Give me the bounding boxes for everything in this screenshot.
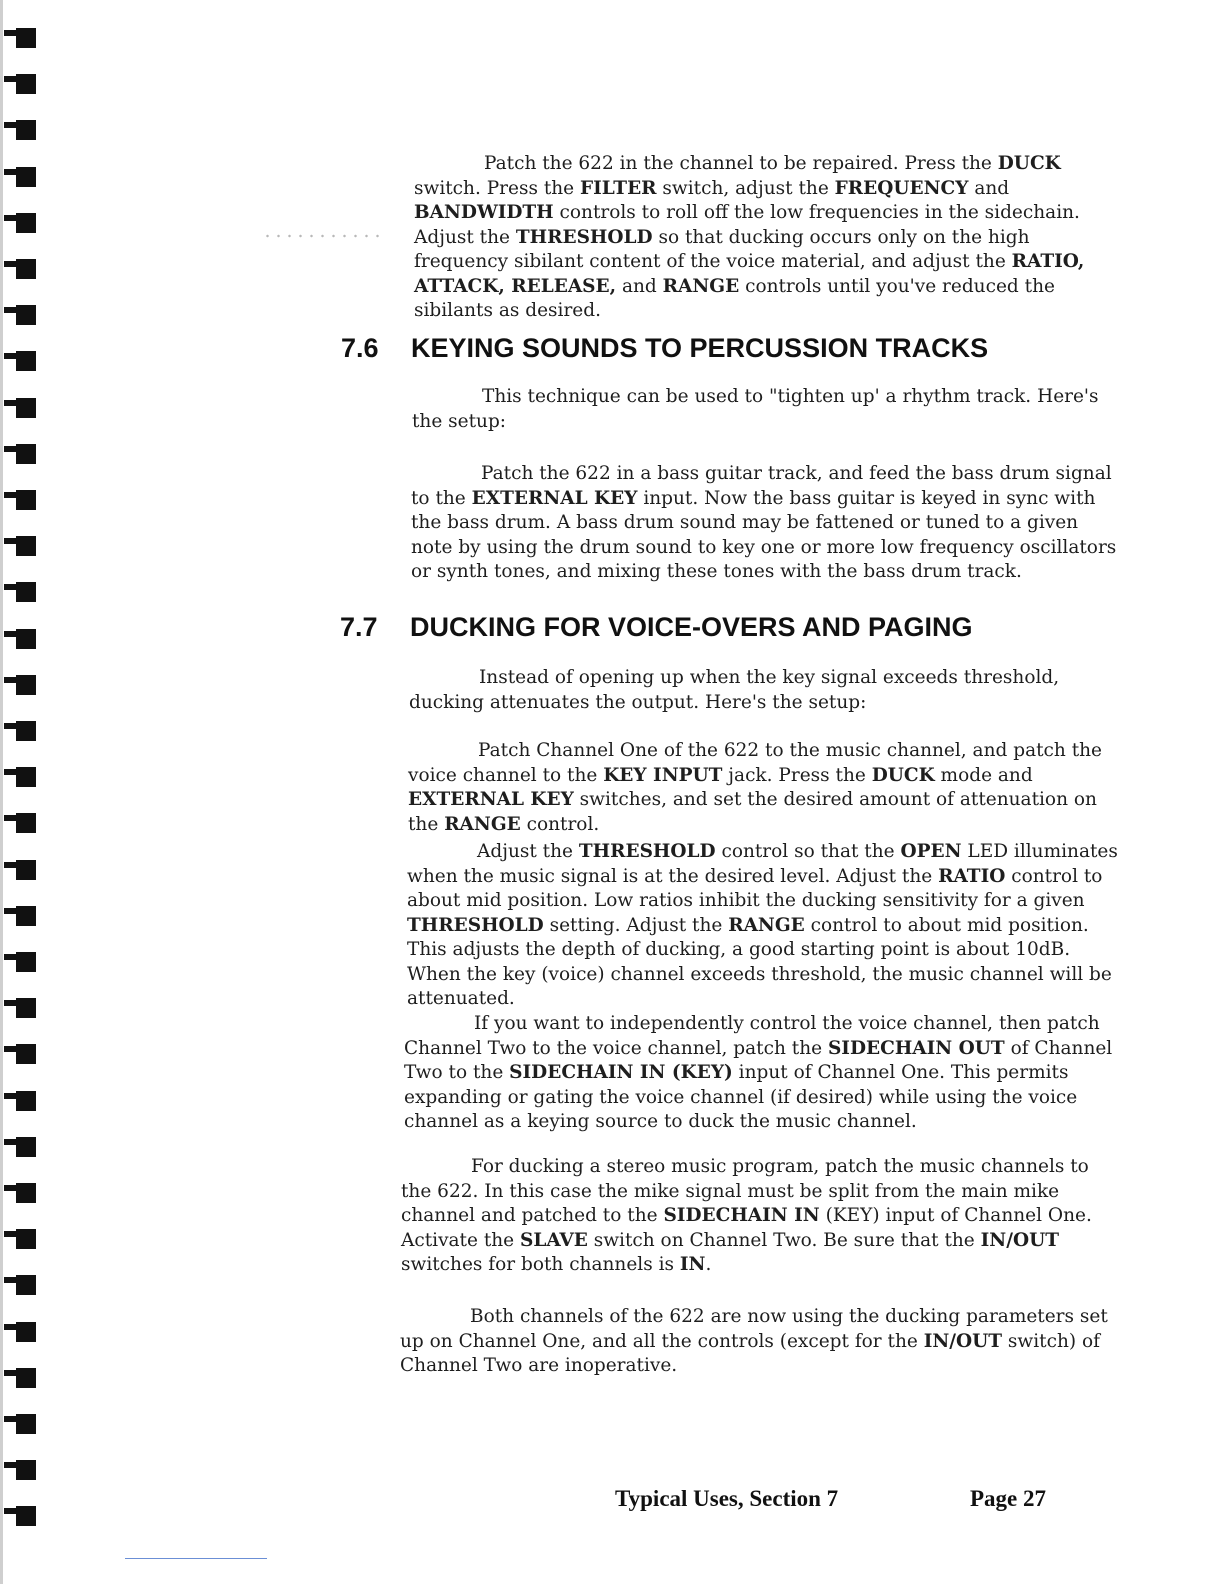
binding-ring xyxy=(4,1091,36,1111)
binding-ring xyxy=(4,490,36,510)
binding-ring xyxy=(4,1183,36,1203)
control-name-text: SIDECHAIN IN (KEY) xyxy=(509,1062,733,1083)
body-text: Patch the 622 in a bass guitar track, and feed the bass drum signal to the xyxy=(411,463,1112,509)
section-7-7-paragraph-3 xyxy=(407,840,1119,1012)
section-7-7-paragraph-6 xyxy=(400,1305,1112,1379)
binding-ring xyxy=(4,398,36,418)
binding-ring xyxy=(4,536,36,556)
body-text: (KEY) input of Channel One. Activate the xyxy=(401,1205,1092,1251)
control-name-text: SIDECHAIN IN xyxy=(663,1205,820,1226)
binding-ring xyxy=(4,1414,36,1434)
body-text: control. xyxy=(520,813,600,835)
intro-paragraph xyxy=(414,152,1126,324)
control-name-text: RANGE xyxy=(728,914,805,936)
control-name-text: OPEN xyxy=(900,841,962,862)
section-7-6-paragraph-2 xyxy=(411,462,1123,585)
control-name-text: KEY INPUT xyxy=(603,764,723,786)
binding-ring xyxy=(4,259,36,279)
binding-ring xyxy=(4,629,36,649)
body-text: controls to roll off the low frequencies in the sidechain. Adjust the xyxy=(414,202,1080,248)
body-text: control to about mid position. This adjusts the depth of ducking, a good starting point is about 10dB. When the key (voice) channel exceeds threshold, the music channel will be attenuated. xyxy=(407,914,1112,1009)
body-text: controls until you've reduced the sibilants as desired. xyxy=(414,275,1055,321)
bottom-rule xyxy=(125,1558,267,1559)
binding-ring xyxy=(4,1137,36,1157)
section-number: 7.7 xyxy=(340,612,378,642)
section-title: KEYING SOUNDS TO PERCUSSION TRACKS xyxy=(411,333,989,363)
binding-ring xyxy=(4,167,36,187)
control-name-text: IN/OUT xyxy=(923,1330,1003,1352)
body-text: Both channels of the 622 are now using the ducking parameters set up on Channel One, and all the controls (except for the xyxy=(400,1306,1108,1352)
binding-ring xyxy=(4,906,36,926)
control-name-text: THRESHOLD xyxy=(515,226,653,248)
control-name-text: IN xyxy=(679,1254,706,1275)
binding-ring xyxy=(4,1229,36,1249)
binding-ring xyxy=(4,28,36,48)
binding-ring xyxy=(4,952,36,972)
binding-ring xyxy=(4,721,36,741)
binding-ring xyxy=(4,444,36,464)
binding-ring xyxy=(4,860,36,880)
body-text: Patch Channel One of the 622 to the music channel, and patch the voice channel to the xyxy=(408,740,1102,786)
body-text: setting. Adjust the xyxy=(543,914,729,936)
binding-ring xyxy=(4,120,36,140)
body-text: and xyxy=(968,177,1010,199)
binding-ring xyxy=(4,998,36,1018)
body-text: switches, and set the desired amount of attenuation on the xyxy=(408,789,1097,835)
control-name-text: RANGE xyxy=(662,275,740,297)
control-name-text: THRESHOLD xyxy=(578,841,716,862)
body-text: switch, adjust the xyxy=(656,177,835,199)
control-name-text: EXTERNAL KEY xyxy=(471,487,638,509)
body-text: For ducking a stereo music program, patch the music channels to the 622. In this case the mike signal must be split from the main mike channel and patched to the xyxy=(401,1156,1089,1226)
body-text: This technique can be used to "tighten up' a rhythm track. Here's the setup: xyxy=(412,386,1099,432)
body-text: Patch the 622 in the channel to be repaired. Press the xyxy=(484,153,998,174)
body-text: Instead of opening up when the key signal exceeds threshold, ducking attenuates the output. Here's the setup: xyxy=(409,667,1060,713)
binding-ring xyxy=(4,1322,36,1342)
section-7-7-paragraph-2 xyxy=(408,739,1120,837)
spiral-binding xyxy=(0,0,42,1584)
section-7-6-paragraph-1 xyxy=(412,385,1124,434)
section-title: DUCKING FOR VOICE-OVERS AND PAGING xyxy=(410,612,973,642)
control-name-text: BANDWIDTH xyxy=(414,202,554,223)
binding-ring xyxy=(4,1044,36,1064)
binding-edge xyxy=(0,0,3,1584)
binding-ring xyxy=(4,1368,36,1388)
body-text: jack. Press the xyxy=(722,764,872,786)
section-7-7-paragraph-1 xyxy=(409,666,1121,715)
control-name-text: RATIO xyxy=(938,865,1006,887)
control-name-text: IN/OUT xyxy=(980,1229,1059,1251)
control-name-text: RANGE xyxy=(444,813,521,835)
control-name-text: FREQUENCY xyxy=(834,177,969,199)
body-text: input of Channel One. This permits expanding or gating the voice channel (if desired) while using the voice channel as a keying source to duck the music channel. xyxy=(404,1062,1078,1132)
body-text: switch) of Channel Two are inoperative. xyxy=(400,1330,1100,1376)
body-text: switch on Channel Two. Be sure that the xyxy=(587,1229,981,1251)
binding-ring xyxy=(4,767,36,787)
section-number: 7.6 xyxy=(341,333,379,363)
control-name-text: EXTERNAL KEY xyxy=(408,789,574,810)
body-text: mode and xyxy=(934,764,1033,786)
footer-page-number: Page 27 xyxy=(970,1486,1047,1511)
body-text: control so that the xyxy=(715,841,901,862)
binding-ring xyxy=(4,813,36,833)
binding-ring xyxy=(4,74,36,94)
body-text: of Channel Two to the xyxy=(404,1037,1113,1083)
body-text: and xyxy=(616,275,663,297)
binding-ring xyxy=(4,675,36,695)
body-text: switch. Press the xyxy=(414,177,581,199)
control-name-text: FILTER xyxy=(580,177,657,199)
control-name-text: DUCK xyxy=(997,153,1061,174)
control-name-text: SLAVE xyxy=(520,1229,588,1251)
binding-ring xyxy=(4,305,36,325)
binding-ring xyxy=(4,213,36,233)
section-7-7-paragraph-5 xyxy=(401,1155,1113,1278)
body-text: Adjust the xyxy=(477,841,579,862)
body-text: If you want to independently control the voice channel, then patch Channel Two to the voice channel, patch the xyxy=(404,1013,1100,1059)
control-name-text: SIDECHAIN OUT xyxy=(827,1037,1005,1059)
binding-ring xyxy=(4,351,36,371)
binding-ring xyxy=(4,1506,36,1526)
body-text: control to about mid position. Low ratios inhibit the ducking sensitivity for a given xyxy=(407,865,1103,911)
control-name-text: RATIO, ATTACK, RELEASE, xyxy=(414,251,1085,297)
body-text: so that ducking occurs only on the high frequency sibilant content of the voice material, and adjust the xyxy=(414,226,1030,272)
body-text: input. Now the bass guitar is keyed in sync with the bass drum. A bass drum sound may be fattened or tuned to a given note by using the drum sound to key one or more low frequency oscillators or synth tones, and mixing these tones with the bass drum track. xyxy=(411,487,1117,582)
control-name-text: DUCK xyxy=(871,764,935,786)
body-text: LED illuminates when the music signal is at the desired level. Adjust the xyxy=(407,841,1118,887)
control-name-text: THRESHOLD xyxy=(407,914,544,936)
body-text: . xyxy=(705,1254,712,1275)
body-text: switches for both channels is xyxy=(401,1254,680,1275)
section-7-7-paragraph-4 xyxy=(404,1012,1116,1135)
binding-ring xyxy=(4,1460,36,1480)
scan-artifact xyxy=(262,232,382,240)
footer-section-label: Typical Uses, Section 7 xyxy=(615,1486,839,1511)
binding-ring xyxy=(4,582,36,602)
binding-ring xyxy=(4,1275,36,1295)
